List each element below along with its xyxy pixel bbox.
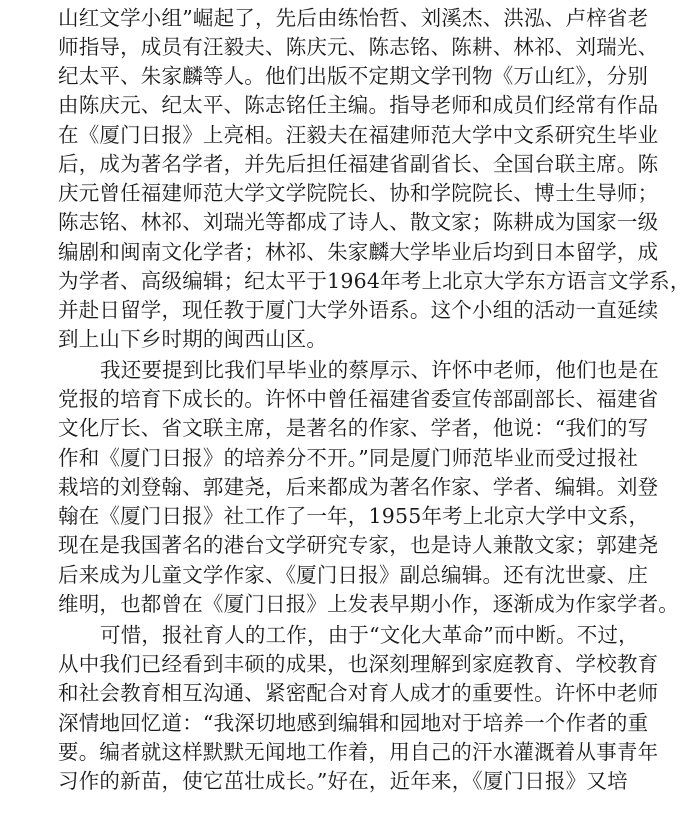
text-line: 和社会教育相互沟通、紧密配合对育人成才的重要性。许怀中老师 [58,681,659,705]
text-line: 庆元曾任福建师范大学文学院院长、协和学院院长、博士生导师； [58,181,659,205]
text-line: 从中我们已经看到丰硕的成果，也深刻理解到家庭教育、学校教育 [58,652,659,676]
text-line: 山红文学小组”崛起了，先后由练怡哲、刘溪杰、洪泓、卢梓省老 [58,6,649,30]
text-line: 深情地回忆道：“我深切地感到编辑和园地对于培养一个作者的重 [58,711,649,735]
text-line: 可惜，报社育人的工作，由于“文化大革命”而中断。不过， [100,623,639,647]
text-line: 翰在《厦门日报》社工作了一年，1955年考上北京大学中文系， [58,504,650,528]
text-line: 维明，也都曾在《厦门日报》上发表早期小作，逐渐成为作家学者。 [58,592,679,616]
text-line: 在《厦门日报》上亮相。汪毅夫在福建师范大学中文系研究生毕业 [58,123,659,147]
text-line: 党报的培育下成长的。许怀中曾任福建省委宣传部副部长、福建省 [58,387,659,411]
text-line: 后，成为著名学者，并先后担任福建省副省长、全国台联主席。陈 [58,152,659,176]
text-line: 纪太平、朱家麟等人。他们出版不定期文学刊物《万山红》，分别 [58,64,649,88]
text-line: 并赴日留学，现任教于厦门大学外语系。这个小组的活动一直延续 [58,298,659,322]
text-line: 为学者、高级编辑；纪太平于1964年考上北京大学东方语言文学系， [58,269,691,293]
text-line: 栽培的刘登翰、郭建尧，后来都成为著名作家、学者、编辑。刘登 [58,475,659,499]
text-line: 作和《厦门日报》的培养分不开。”同是厦门师范毕业而受过报社 [58,446,639,470]
text-line: 文化厅长、省文联主席，是著名的作家、学者，他说：“我们的写 [58,416,649,440]
text-line: 由陈庆元、纪太平、陈志铭任主编。指导老师和成员们经常有作品 [58,93,659,117]
text-line: 要。编者就这样默默无闻地工作着，用自己的汗水灌溉着从事青年 [58,740,659,764]
text-line: 陈志铭、林祁、刘瑞光等都成了诗人、散文家；陈耕成为国家一级 [58,210,659,234]
text-line: 我还要提到比我们早毕业的蔡厚示、许怀中老师，他们也是在 [100,358,659,382]
text-line: 后来成为儿童文学作家、《厦门日报》副总编辑。还有沈世豪、庄 [58,563,649,587]
text-line: 师指导，成员有汪毅夫、陈庆元、陈志铭、陈耕、林祁、刘瑞光、 [58,35,659,59]
text-line: 现在是我国著名的港台文学研究专家，也是诗人兼散文家；郭建尧 [58,533,659,557]
text-line: 习作的新苗，使它茁壮成长。”好在，近年来，《厦门日报》又培 [58,769,628,793]
text-line: 到上山下乡时期的闽西山区。 [58,327,328,351]
text-line: 编剧和闽南文化学者；林祁、朱家麟大学毕业后均到日本留学，成 [58,240,659,264]
